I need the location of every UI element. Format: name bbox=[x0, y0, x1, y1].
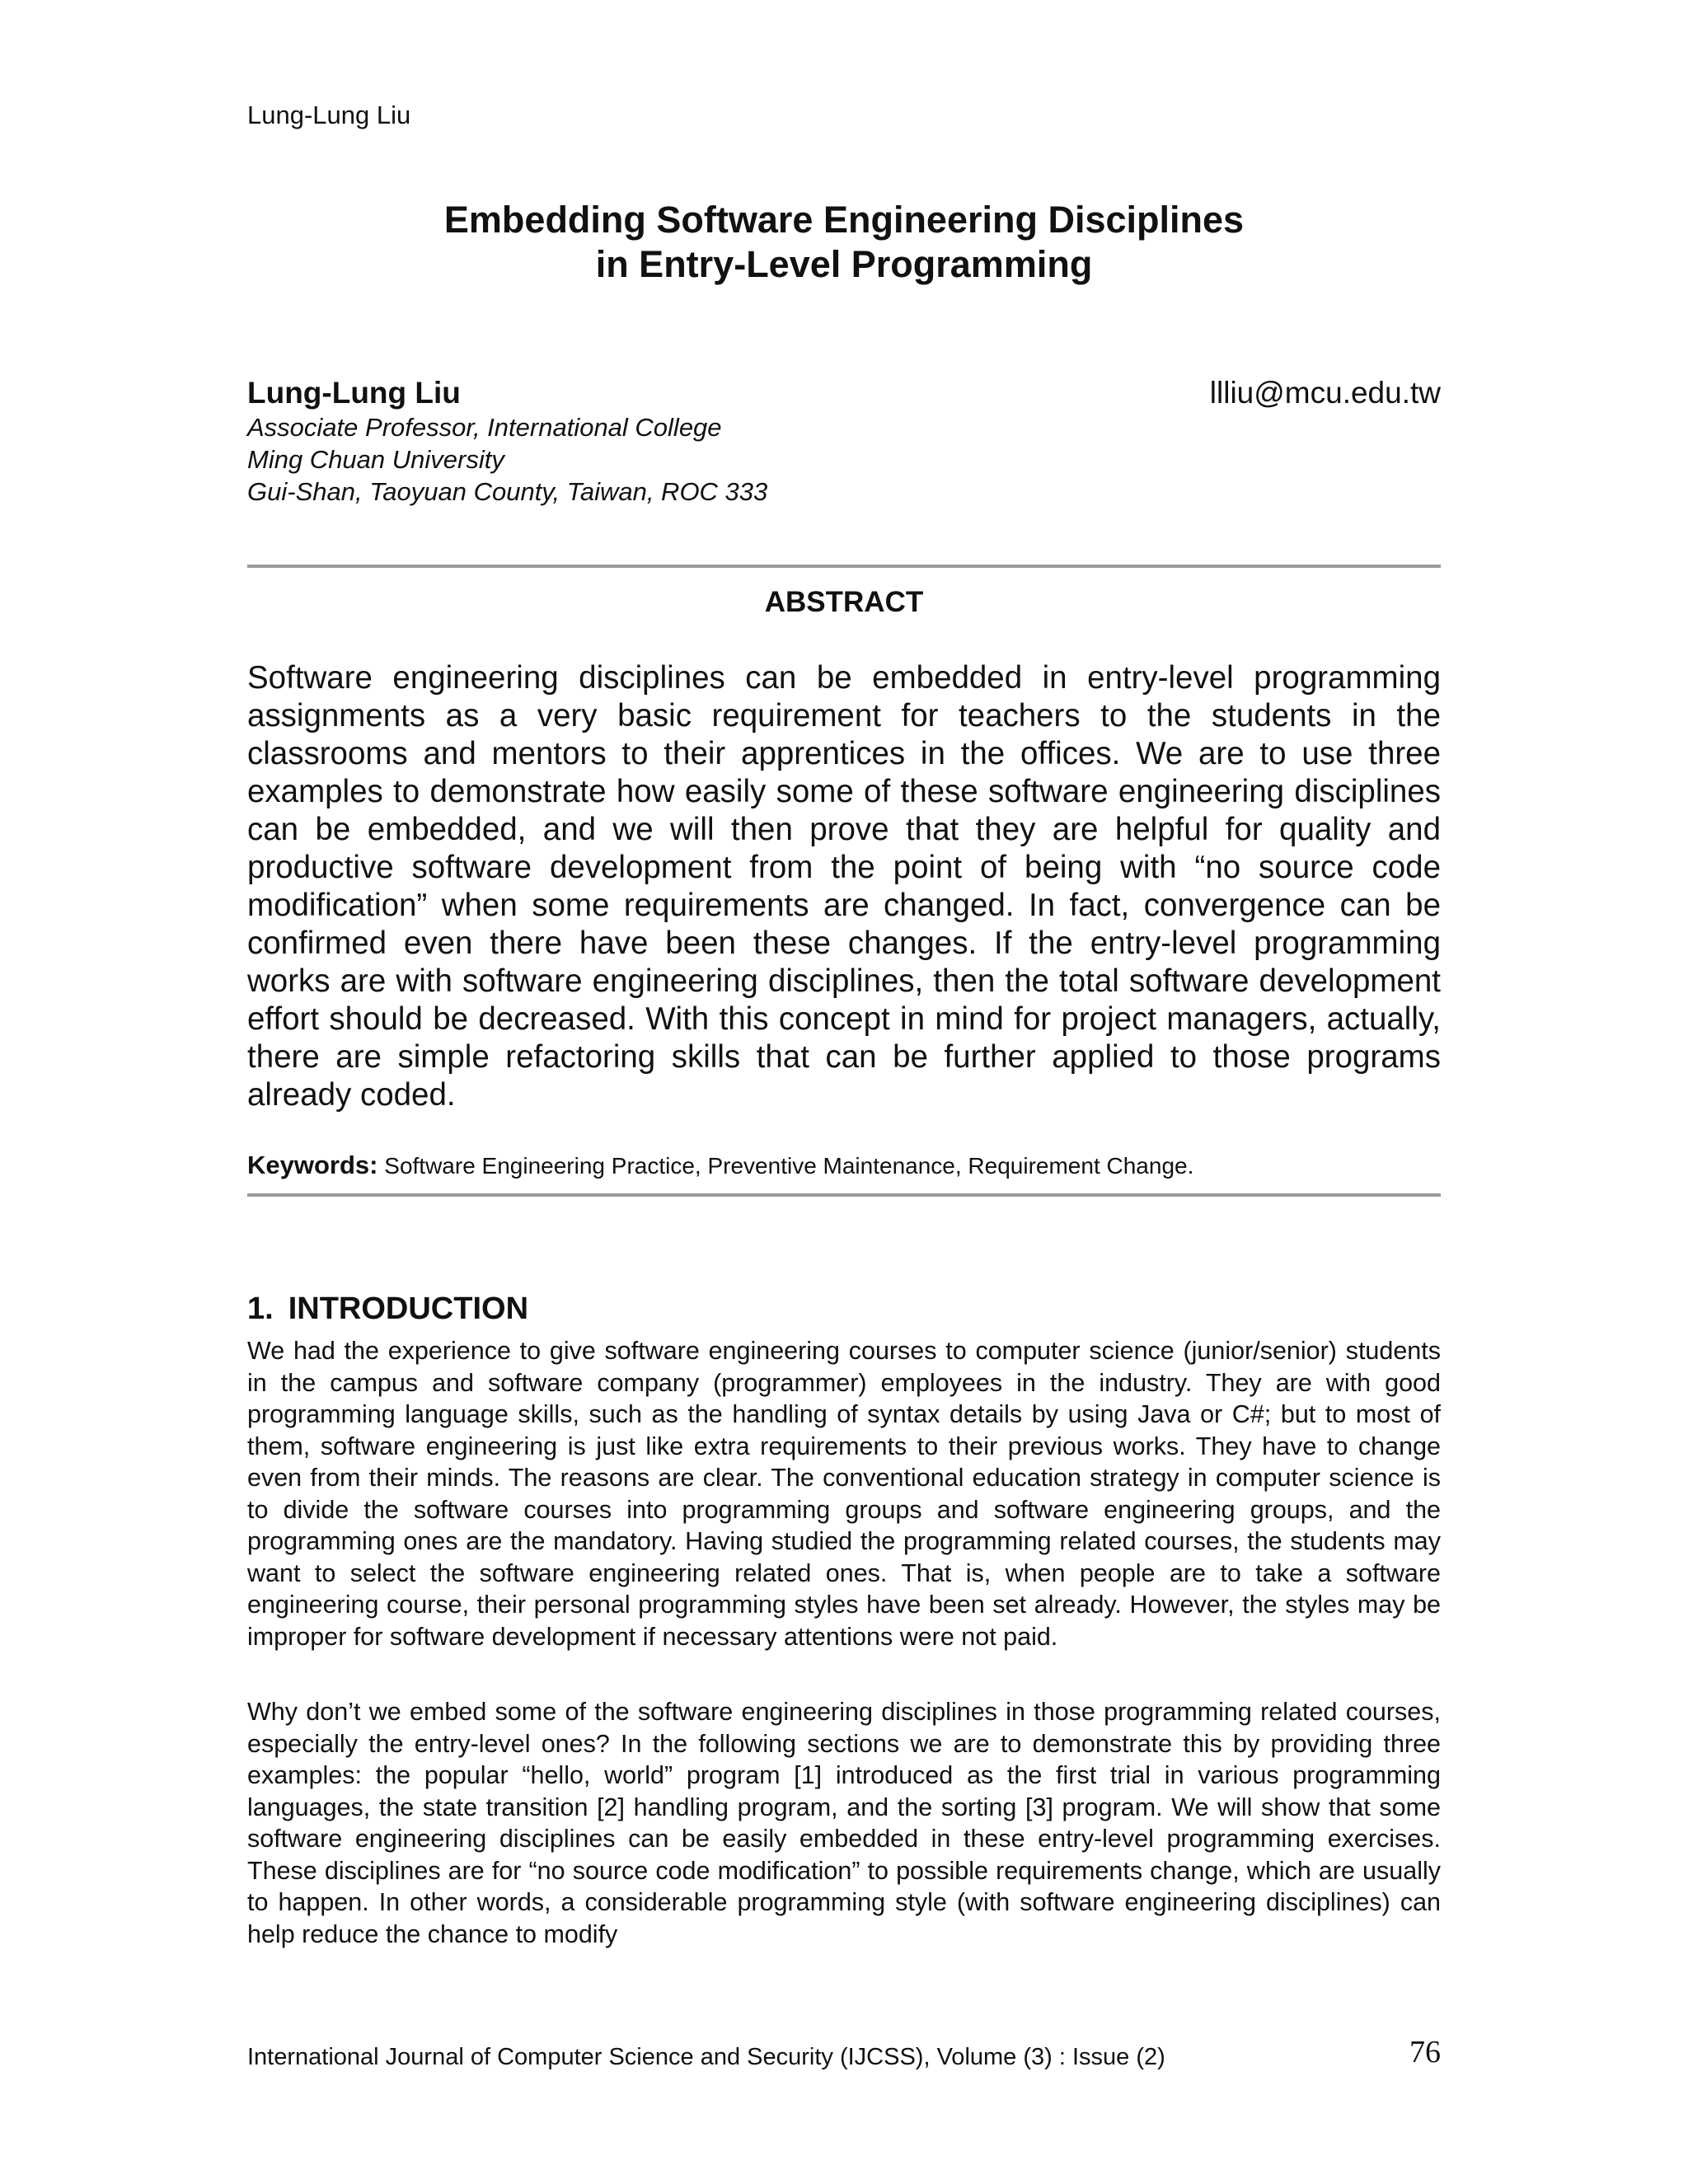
section-heading bbox=[247, 1290, 528, 1328]
top-divider bbox=[247, 565, 1441, 568]
footer-journal: International Journal of Computer Science and Security (IJCSS), Volume (3) : Issue (2) bbox=[247, 2044, 1165, 2070]
author-name: Lung-Lung Liu bbox=[247, 376, 461, 410]
section-title: INTRODUCTION bbox=[288, 1291, 529, 1326]
abstract-text: Software engineering disciplines can be embedded in entry-level programming assignments as a very basic requirement for teachers to the students in the classrooms and mentors to their apprentices in the offices. We are to use three examples to demonstrate how easily some of these software engineering disciplines can be embedded, and we will then prove that they are helpful for quality and productive software development from the point of being with “no source code modification” when some requirements are changed. In fact, convergence can be confirmed even there have been these changes. If the entry-level programming works are with software engineering disciplines, then the total software development effort should be decreased. With this concept in mind for project managers, actually, there are simple refactoring skills that can be further applied to those programs already coded. bbox=[247, 660, 1441, 1113]
bottom-divider bbox=[247, 1193, 1441, 1197]
page-number: 76 bbox=[1409, 2035, 1441, 2069]
paper-title-line2: in Entry-Level Programming bbox=[595, 243, 1093, 285]
section-number: 1. bbox=[247, 1291, 274, 1326]
author-affiliation-line3: Gui-Shan, Taoyuan County, Taiwan, ROC 333 bbox=[247, 477, 768, 506]
keywords bbox=[247, 1151, 1441, 1181]
author-block bbox=[247, 375, 1441, 508]
intro-paragraph-1: We had the experience to give software engineering courses to computer science (junior/senior) students in the campus and software company (programmer) employees in the industry. They are with good programming language skills, such as the handling of syntax details by using Java or C#; but to most of them, software engineering is just like extra requirements to their previous works. They have to change even from their minds. The reasons are clear. The conventional education strategy in computer science is to divide the software courses into programming groups and software engineering groups, and the programming ones are the mandatory. Having studied the programming related courses, the students may want to select the software engineering related ones. That is, when people are to take a software engineering course, their personal programming styles have been set already. However, the styles may be improper for software development if necessary attentions were not paid. bbox=[247, 1337, 1441, 1651]
keywords-label: Keywords: bbox=[247, 1151, 378, 1179]
author-affiliation-line2: Ming Chuan University bbox=[247, 445, 504, 474]
running-head: Lung-Lung Liu bbox=[247, 101, 411, 129]
abstract-heading: ABSTRACT bbox=[764, 586, 924, 618]
author-affiliation-line1: Associate Professor, International College bbox=[247, 413, 722, 442]
intro-paragraph-2: Why don’t we embed some of the software engineering disciplines in those programming related courses, especially the entry-level ones? In the following sections we are to demonstrate this by providing three examples: the popular “hello, world” program [1] introduced as the first trial in various programming languages, the state transition [2] handling program, and the sorting [3] program. We will show that some software engineering disciplines can be easily embedded in these entry-level programming exercises. These disciplines are for “no source code modification” to possible requirements change, which are usually to happen. In other words, a considerable programming style (with software engineering disciplines) can help reduce the chance to modify bbox=[247, 1698, 1441, 1948]
keywords-text: Software Engineering Practice, Preventive Maintenance, Requirement Change. bbox=[384, 1153, 1194, 1179]
paper-title bbox=[247, 198, 1441, 287]
author-email[interactable]: llliu@mcu.edu.tw bbox=[1209, 376, 1441, 410]
paper-title-line1: Embedding Software Engineering Disciplines bbox=[443, 199, 1245, 241]
